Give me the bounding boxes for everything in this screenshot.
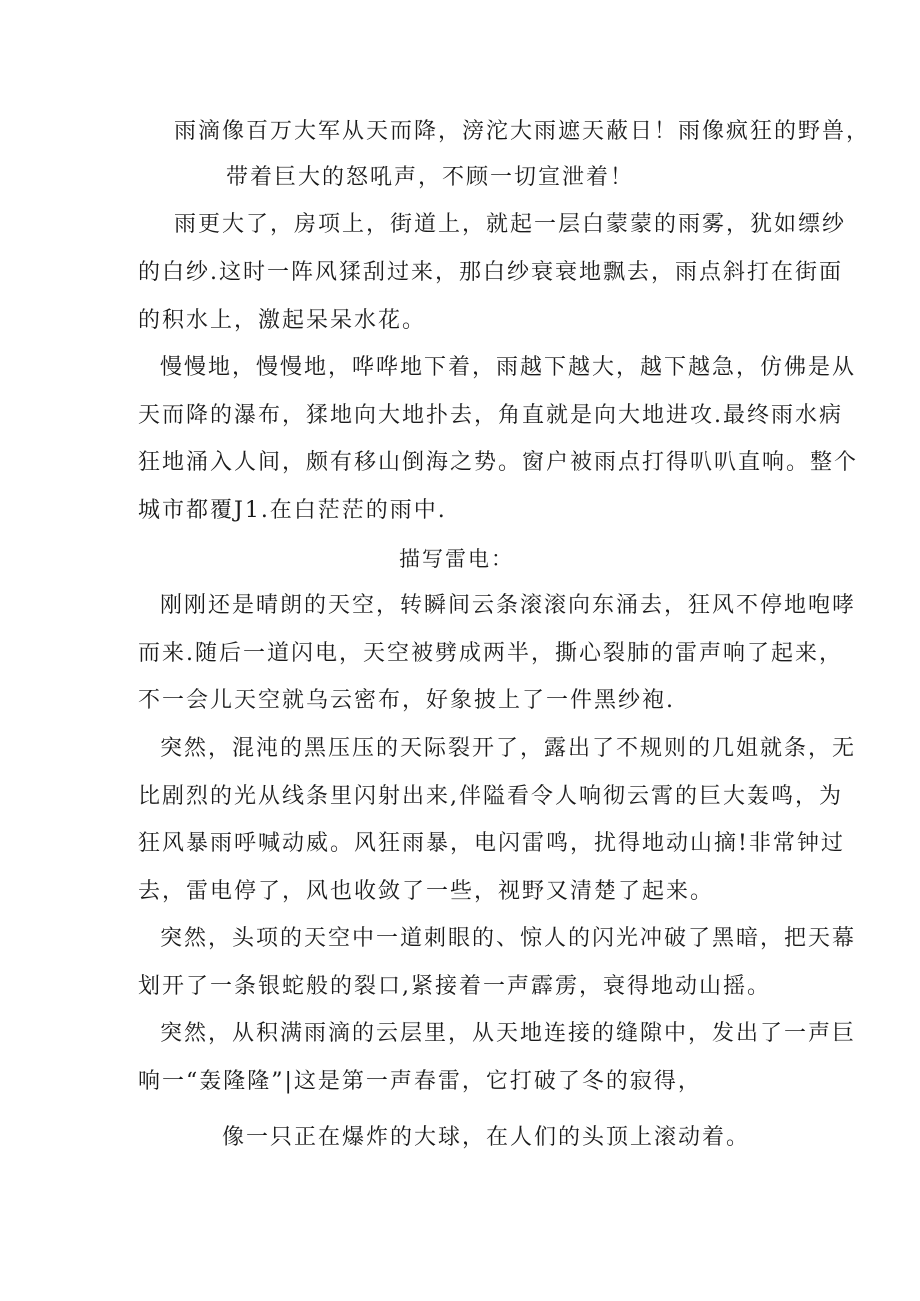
text-line-rain-5: 的积水上，激起呆呆水花。 bbox=[138, 308, 427, 333]
text-line-thunder-10: 突然，从积满雨滴的云层里，从天地连接的缝隙中，发出了一声巨 bbox=[160, 1021, 857, 1046]
text-line-rain-6: 慢慢地，慢慢地，哗哗地下着，雨越下越大，越下越急，仿佛是从 bbox=[160, 355, 857, 380]
text-line-rain-2: 带着巨大的怒吼声，不顾一切宣泄着！ bbox=[226, 165, 635, 190]
text-line-thunder-2: 而来.随后一道闪电，天空被劈成两半，撕心裂肺的雷声响了起来， bbox=[138, 641, 843, 666]
text-line-rain-4: 的白纱.这时一阵风猱刮过来，那白纱衰衰地飘去，雨点斜打在街面 bbox=[138, 260, 843, 285]
text-line-thunder-7: 去，雷电停了，风也收敛了一些，视野又清楚了起来。 bbox=[138, 879, 715, 904]
text-line-thunder-5: 比剧烈的光从线条里闪射出来,伴隘看令人响彻云霄的巨大轰鸣，为 bbox=[138, 784, 843, 809]
text-line-thunder-11: 响一“轰隆隆”|这是第一声春雷，它打破了冬的寂得， bbox=[138, 1069, 702, 1094]
text-line-thunder-8: 突然，头项的天空中一道刺眼的、惊人的闪光冲破了黑暗，把天幕 bbox=[160, 926, 857, 951]
text-line-thunder-12: 像一只正在爆炸的大球，在人们的头顶上滚动着。 bbox=[222, 1125, 751, 1150]
text-line-thunder-9: 划开了一条银蛇般的裂口,紧接着一声霹雳，衰得地动山摇。 bbox=[138, 974, 771, 999]
text-line-rain-1: 雨滴像百万大军从天而降，滂沱大雨遮天蔽日！雨像疯狂的野兽， bbox=[174, 119, 871, 144]
text-line-thunder-1: 刚刚还是晴朗的天空，转瞬间云条滚滚向东涌去，狂风不停地咆哮 bbox=[160, 593, 857, 618]
text-line-thunder-6: 狂风暴雨呼喊动威。风狂雨暴，电闪雷鸣，扰得地动山摘!非常钟过 bbox=[138, 831, 845, 856]
text-line-thunder-3: 不一会儿天空就乌云密布，好象披上了一件黑纱袍. bbox=[138, 688, 675, 713]
text-line-rain-8: 狂地涌入人间，颇有移山倒海之势。窗户被雨点打得叭叭直响。整个 bbox=[138, 450, 859, 475]
text-line-rain-7: 天而降的瀑布，猱地向大地扑去，角直就是向大地进攻.最终雨水病 bbox=[138, 403, 843, 428]
text-line-thunder-4: 突然，混沌的黑压压的天际裂开了，露出了不规则的几姐就条，无 bbox=[160, 736, 857, 761]
text-line-rain-9: 城市都覆J1.在白茫茫的雨中. bbox=[138, 498, 447, 523]
section-heading-thunder: 描写雷电： bbox=[399, 547, 514, 571]
text-line-rain-3: 雨更大了，房项上，街道上，就起一层白蒙蒙的雨雾，犹如缥纱 bbox=[174, 212, 847, 237]
